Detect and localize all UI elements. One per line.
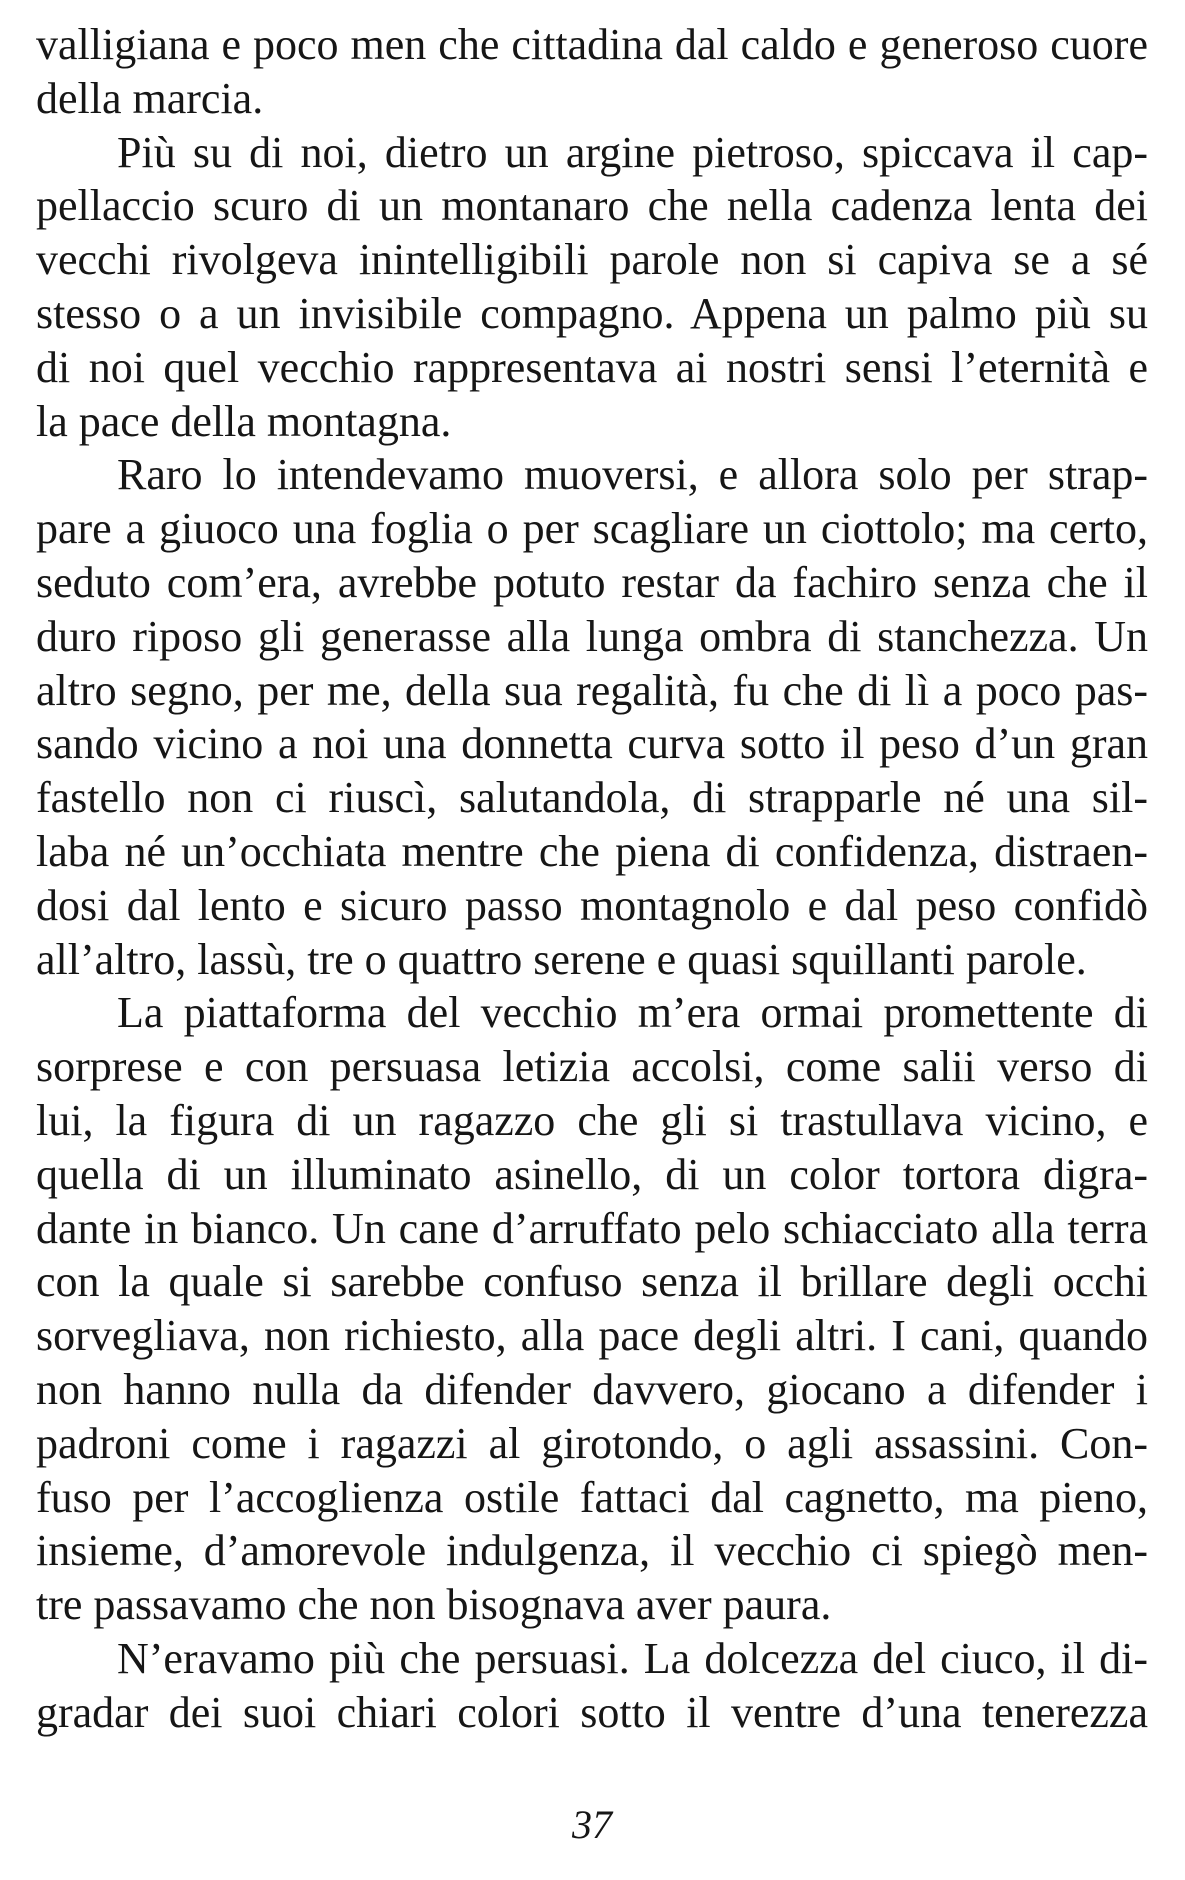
text-line: fuso per l’accoglienza ostile fattaci dal cagnetto, ma pieno, <box>36 1472 1148 1522</box>
text-line: Più su di noi, dietro un argine pietroso, spiccava il cap- <box>117 127 1148 177</box>
paragraph <box>36 18 1148 126</box>
text-line: non hanno nulla da difender davvero, giocano a difender i <box>36 1364 1148 1414</box>
text-line: dosi dal lento e sicuro passo montagnolo e dal peso confidò <box>36 880 1148 930</box>
text-line: pellaccio scuro di un montanaro che nella cadenza lenta dei <box>36 181 1148 231</box>
body-text <box>36 18 1148 1740</box>
text-line: sando vicino a noi una donnetta curva sotto il peso d’un gran <box>36 719 1148 769</box>
text-line: quella di un illuminato asinello, di un color tortora digra- <box>36 1149 1148 1199</box>
text-line: seduto com’era, avrebbe potuto restar da fachiro senza che il <box>36 557 1148 607</box>
text-line: dante in bianco. Un cane d’arruffato pelo schiacciato alla terra <box>36 1203 1148 1253</box>
book-page <box>36 18 1148 1858</box>
paragraph <box>36 126 1148 449</box>
text-line: di noi quel vecchio rappresentava ai nostri sensi l’eternità e <box>36 342 1148 392</box>
text-line: padroni come i ragazzi al girotondo, o agli assassini. Con- <box>36 1418 1148 1468</box>
text-line: lui, la figura di un ragazzo che gli si trastullava vicino, e <box>36 1095 1148 1145</box>
text-line: all’altro, lassù, tre o quattro serene e quasi squillanti parole. <box>36 934 1087 984</box>
text-line: con la quale si sarebbe confuso senza il brillare degli occhi <box>36 1257 1148 1307</box>
paragraph <box>36 986 1148 1632</box>
text-line: fastello non ci riuscì, salutandola, di strapparle né una sil- <box>36 773 1148 823</box>
text-line: N’eravamo più che persuasi. La dolcezza del ciuco, il di- <box>117 1633 1148 1683</box>
text-line: vecchi rivolgeva inintelligibili parole non si capiva se a sé <box>36 235 1148 285</box>
text-line: duro riposo gli generasse alla lunga ombra di stanchezza. Un <box>36 611 1148 661</box>
text-line: sorvegliava, non richiesto, alla pace degli altri. I cani, quando <box>36 1311 1148 1361</box>
paragraph <box>36 448 1148 986</box>
text-line: sorprese e con persuasa letizia accolsi, come salii verso di <box>36 1042 1148 1092</box>
text-line: stesso o a un invisibile compagno. Appena un palmo più su <box>36 288 1148 338</box>
text-line: laba né un’occhiata mentre che piena di confidenza, distraen- <box>36 826 1148 876</box>
text-line: Raro lo intendevamo muoversi, e allora solo per strap- <box>117 450 1148 500</box>
text-line: La piattaforma del vecchio m’era ormai promettente di <box>117 988 1148 1038</box>
text-line: della marcia. <box>36 73 264 123</box>
text-line: pare a giuoco una foglia o per scagliare un ciottolo; ma certo, <box>36 504 1148 554</box>
text-line: gradar dei suoi chiari colori sotto il ventre d’una tenerezza <box>36 1687 1148 1737</box>
text-line: la pace della montagna. <box>36 396 452 446</box>
page-number: 37 <box>572 1802 612 1847</box>
text-line: insieme, d’amorevole indulgenza, il vecchio ci spiegò men- <box>36 1526 1148 1576</box>
text-line: valligiana e poco men che cittadina dal caldo e generoso cuore <box>36 20 1148 69</box>
paragraph <box>36 1632 1148 1740</box>
text-line: tre passavamo che non bisognava aver paura. <box>36 1580 832 1630</box>
text-line: altro segno, per me, della sua regalità, fu che di lì a poco pas- <box>36 665 1148 715</box>
